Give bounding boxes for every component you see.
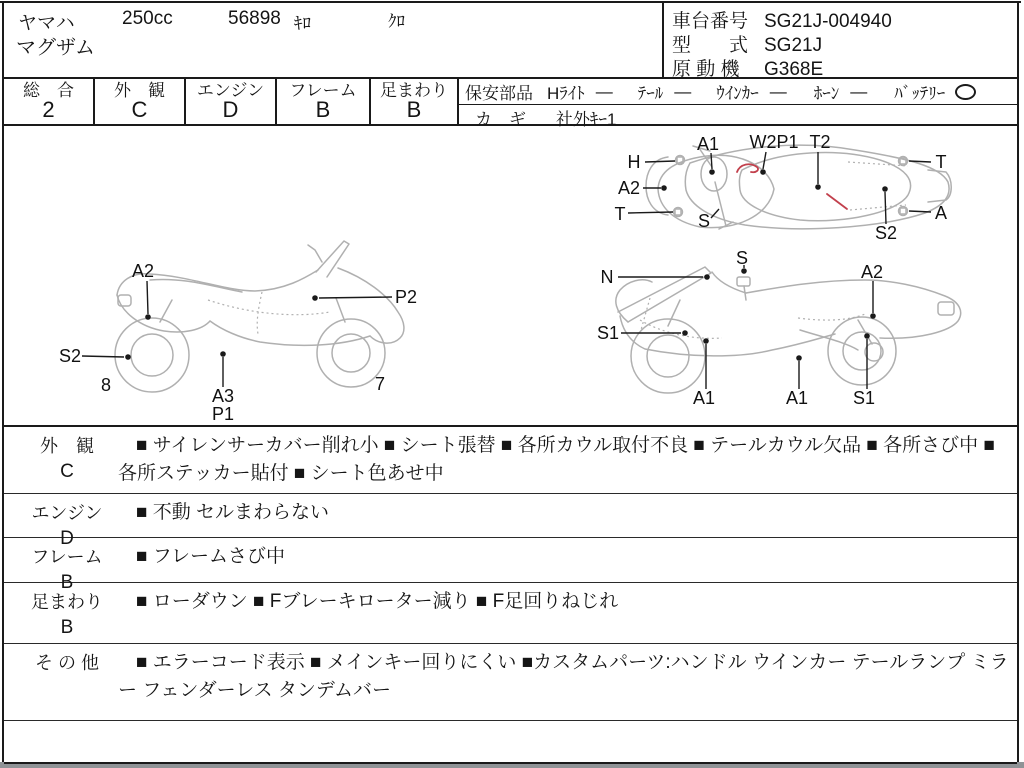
diagram-label: S xyxy=(735,248,749,268)
grade-overall-label: 総 合 xyxy=(23,80,74,100)
chassis-number-row xyxy=(672,6,892,33)
note-label: エンジン D xyxy=(31,503,103,549)
callout-dot xyxy=(704,274,710,280)
callout-dot xyxy=(882,186,888,192)
diagram-label: P2 xyxy=(394,287,418,307)
note-text: ■ サイレンサーカバー削れ小 ■ シート張替 ■ 各所カウル取付不良 ■ テールカウル欠品 ■ 各所さび中 ■ 各所ステッカー貼付 ■ シート色あせ中 xyxy=(118,435,995,484)
right-side-view-drawing xyxy=(616,267,961,393)
diagram-label: 8 xyxy=(100,375,112,395)
safety-item-headlight: Hﾗｲﾄ — xyxy=(547,81,612,103)
safety-item-horn: ﾎｰﾝ — xyxy=(813,81,867,103)
diagram-label: A2 xyxy=(860,262,884,282)
mileage-value: 56898 xyxy=(228,8,281,29)
diagram-label: W2P1 xyxy=(749,132,799,152)
battery-ok-mark xyxy=(955,84,976,100)
callout-dot xyxy=(703,338,709,344)
key-label: カ ギ xyxy=(475,110,526,129)
model-code-label: 型 式 xyxy=(672,35,749,56)
diagram-label: A2 xyxy=(131,261,155,281)
grade-exterior-value: C xyxy=(131,96,148,122)
diagram-label: A1 xyxy=(692,388,716,408)
grade-undercarriage xyxy=(371,79,459,124)
note-label: フレーム B xyxy=(31,547,103,593)
note-label: そ の 他 xyxy=(34,653,99,673)
page-border-right xyxy=(1017,1,1019,764)
chassis-number-label: 車台番号 xyxy=(672,11,749,32)
diagram-label: N xyxy=(600,267,614,287)
callout-dot xyxy=(145,314,151,320)
safety-parts-box xyxy=(459,79,1017,129)
maker-name: ヤマハ xyxy=(18,13,75,34)
diagram-label: T2 xyxy=(809,132,831,152)
diagram-label: A1 xyxy=(785,388,809,408)
grade-exterior xyxy=(95,79,186,124)
note-row-other xyxy=(4,644,1017,721)
callout-line xyxy=(645,161,675,162)
callout-line xyxy=(711,153,712,169)
callout-dot xyxy=(815,184,821,190)
grade-summary-row xyxy=(4,77,1017,129)
grade-engine-label: エンジン xyxy=(196,80,265,100)
grade-undercarriage-value: B xyxy=(406,96,422,122)
key-value: 社外ｷｰ1 xyxy=(556,110,617,129)
note-label: 足まわり B xyxy=(31,592,103,638)
diagram-label: A1 xyxy=(696,134,720,154)
grade-overall xyxy=(4,79,95,124)
mileage-unit: ｷﾛ xyxy=(294,14,311,33)
engine-code-label: 原 動 機 xyxy=(672,59,740,80)
diagram-label: S2 xyxy=(874,223,898,243)
header-divider xyxy=(662,3,664,77)
callout-dot xyxy=(125,354,131,360)
inspection-diagram xyxy=(4,126,1017,425)
note-text: ■ エラーコード表示 ■ メインキー回りにくい ■カスタムパーツ:ハンドル ウインカー テールランプ ミラー フェンダーレス タンデムバー xyxy=(118,652,1009,701)
diagram-label: A3 xyxy=(211,386,235,406)
diagram-label: T xyxy=(614,204,626,224)
callout-dot xyxy=(312,295,318,301)
note-row-undercarriage xyxy=(4,583,1017,644)
note-row-exterior xyxy=(4,427,1017,494)
diagram-label: S1 xyxy=(852,388,876,408)
grade-exterior-label: 外 観 xyxy=(114,80,165,100)
diagram-annotations xyxy=(59,132,947,424)
safety-parts-label: 保安部品 xyxy=(465,84,533,103)
grade-frame xyxy=(277,79,371,124)
note-row-engine xyxy=(4,494,1017,549)
callout-dot xyxy=(760,169,766,175)
grade-frame-label: フレーム xyxy=(289,80,357,100)
note-text: ■ フレームさび中 xyxy=(136,546,285,567)
diagram-label: P1 xyxy=(211,404,235,424)
callout-dot xyxy=(682,330,688,336)
callout-dot xyxy=(220,351,226,357)
model-name: マグザム xyxy=(16,37,95,59)
note-label: 外 観 C xyxy=(40,436,94,482)
callout-line xyxy=(885,192,886,224)
callout-dot xyxy=(870,313,876,319)
grade-engine xyxy=(186,79,277,124)
diagram-label: S xyxy=(697,211,711,231)
diagram-label: A2 xyxy=(617,178,641,198)
safety-parts-row xyxy=(459,79,1017,105)
diagram-label: 7 xyxy=(374,374,386,394)
model-code-row xyxy=(672,30,822,57)
vehicle-info-header xyxy=(4,3,1017,80)
left-side-view-drawing xyxy=(115,241,404,392)
fastener-icons xyxy=(674,156,908,217)
callout-line xyxy=(147,281,148,314)
grade-overall-value: 2 xyxy=(42,96,55,122)
safety-item-winker: ｳｲﾝｶｰ — xyxy=(716,81,786,103)
grade-frame-value: B xyxy=(315,96,331,122)
callout-dot xyxy=(864,333,870,339)
color-code: ｸﾛ xyxy=(388,12,405,31)
grade-engine-value: D xyxy=(222,96,239,122)
note-text: ■ ローダウン ■ Fブレーキローター減り ■ F足回りねじれ xyxy=(136,591,619,612)
grade-undercarriage-label: 足まわり xyxy=(380,80,448,100)
callout-line xyxy=(909,211,931,212)
note-row-frame xyxy=(4,538,1017,593)
callout-dot xyxy=(796,355,802,361)
diagram-label: T xyxy=(935,152,947,172)
callout-line xyxy=(82,356,124,357)
callout-dot xyxy=(709,169,715,175)
note-text: ■ 不動 セルまわらない xyxy=(136,502,330,523)
model-code-value: SG21J xyxy=(764,35,823,56)
callout-line xyxy=(319,297,392,298)
callout-dot xyxy=(661,185,667,191)
top-view-drawing xyxy=(646,145,951,229)
diagram-label: S1 xyxy=(596,323,620,343)
condition-notes-table xyxy=(4,425,1017,764)
note-row-empty xyxy=(4,721,1017,764)
callout-line xyxy=(628,212,673,213)
safety-item-tail: ﾃｰﾙ — xyxy=(637,81,691,103)
engine-code-value: G368E xyxy=(764,59,824,80)
callout-line xyxy=(909,161,931,162)
displacement: 250cc xyxy=(122,8,173,29)
diagram-label: H xyxy=(627,152,641,172)
chassis-number-value: SG21J-004940 xyxy=(764,11,892,32)
diagram-svg xyxy=(4,126,1017,425)
safety-item-battery: ﾊﾞｯﾃﾘｰ xyxy=(866,79,976,104)
diagram-label: S2 xyxy=(58,346,82,366)
diagram-label: A xyxy=(934,203,948,223)
callout-dot xyxy=(741,268,747,274)
damage-marks xyxy=(737,164,847,209)
